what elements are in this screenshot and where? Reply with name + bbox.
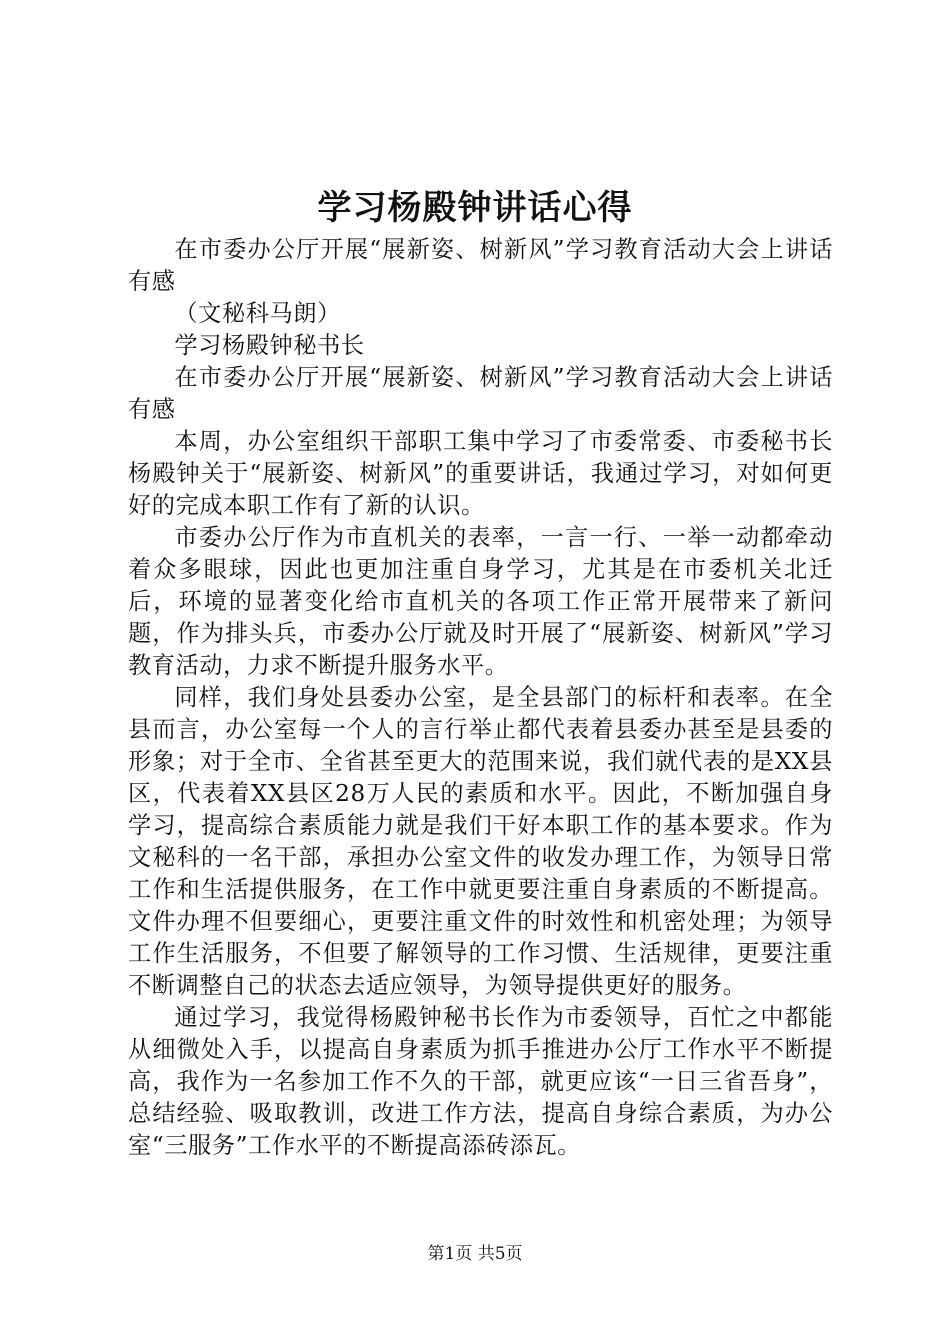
paragraph-body: 同样，我们身处县委办公室，是全县部门的标杆和表率。在全县而言，办公室每一个人的言行举止都代表着县委办甚至是县委的形象；对于全市、全省甚至更大的范围来说，我们就代表的是XX县区，代表着XX县区28万人民的素质和水平。因此，不断加强自身学习，提高综合素质能力就是我们干好本职工作的基本要求。作为文秘科的一名干部，承担办公室文件的收发办理工作，为领导日常工作和生活提供服务，在工作中就更要注重自身素质的不断提高。文件办理不但要细心，更要注重文件的时效性和机密处理；为领导工作生活服务，不但要了解领导的工作习惯、生活规律，更要注重不断调整自己的状态去适应领导，为领导提供更好的服务。: [128, 684, 833, 999]
paragraph-body: 市委办公厅作为市直机关的表率，一言一行、一举一动都牵动着众多眼球，因此也更加注重自身学习，尤其是在市委机关北迁后，环境的显著变化给市直机关的各项工作正常开展带来了新问题，作为排头兵，市委办公厅就及时开展了“展新姿、树新风”学习教育活动，力求不断提升服务水平。: [128, 524, 833, 679]
paragraph-body: 本周，办公室组织干部职工集中学习了市委常委、市委秘书长杨殿钟关于“展新姿、树新风”的重要讲话，我通过学习，对如何更好的完成本职工作有了新的认识。: [128, 428, 833, 519]
paragraph-body: 通过学习，我觉得杨殿钟秘书长作为市委领导，百忙之中都能从细微处入手，以提高自身素质为抓手推进办公厅工作水平不断提高，我作为一名参加工作不久的干部，就更应该“一日三省吾身”，总结经验、吸取教训，改进工作方法，提高自身综合素质，为办公室“三服务”工作水平的不断提高添砖添瓦。: [128, 1004, 833, 1159]
paragraph-heading: 学习杨殿钟秘书长: [174, 332, 365, 359]
document-body: [128, 234, 833, 1162]
document-title: 学习杨殿钟讲话心得: [317, 188, 633, 228]
paragraph-subtitle: 在市委办公厅开展“展新姿、树新风”学习教育活动大会上讲话有感: [128, 236, 833, 295]
paragraph-subtitle-repeat: 在市委办公厅开展“展新姿、树新风”学习教育活动大会上讲话有感: [128, 364, 833, 423]
page-number: 第1页 共5页: [427, 1244, 523, 1264]
paragraph-author: （文秘科马朗）: [174, 300, 341, 327]
